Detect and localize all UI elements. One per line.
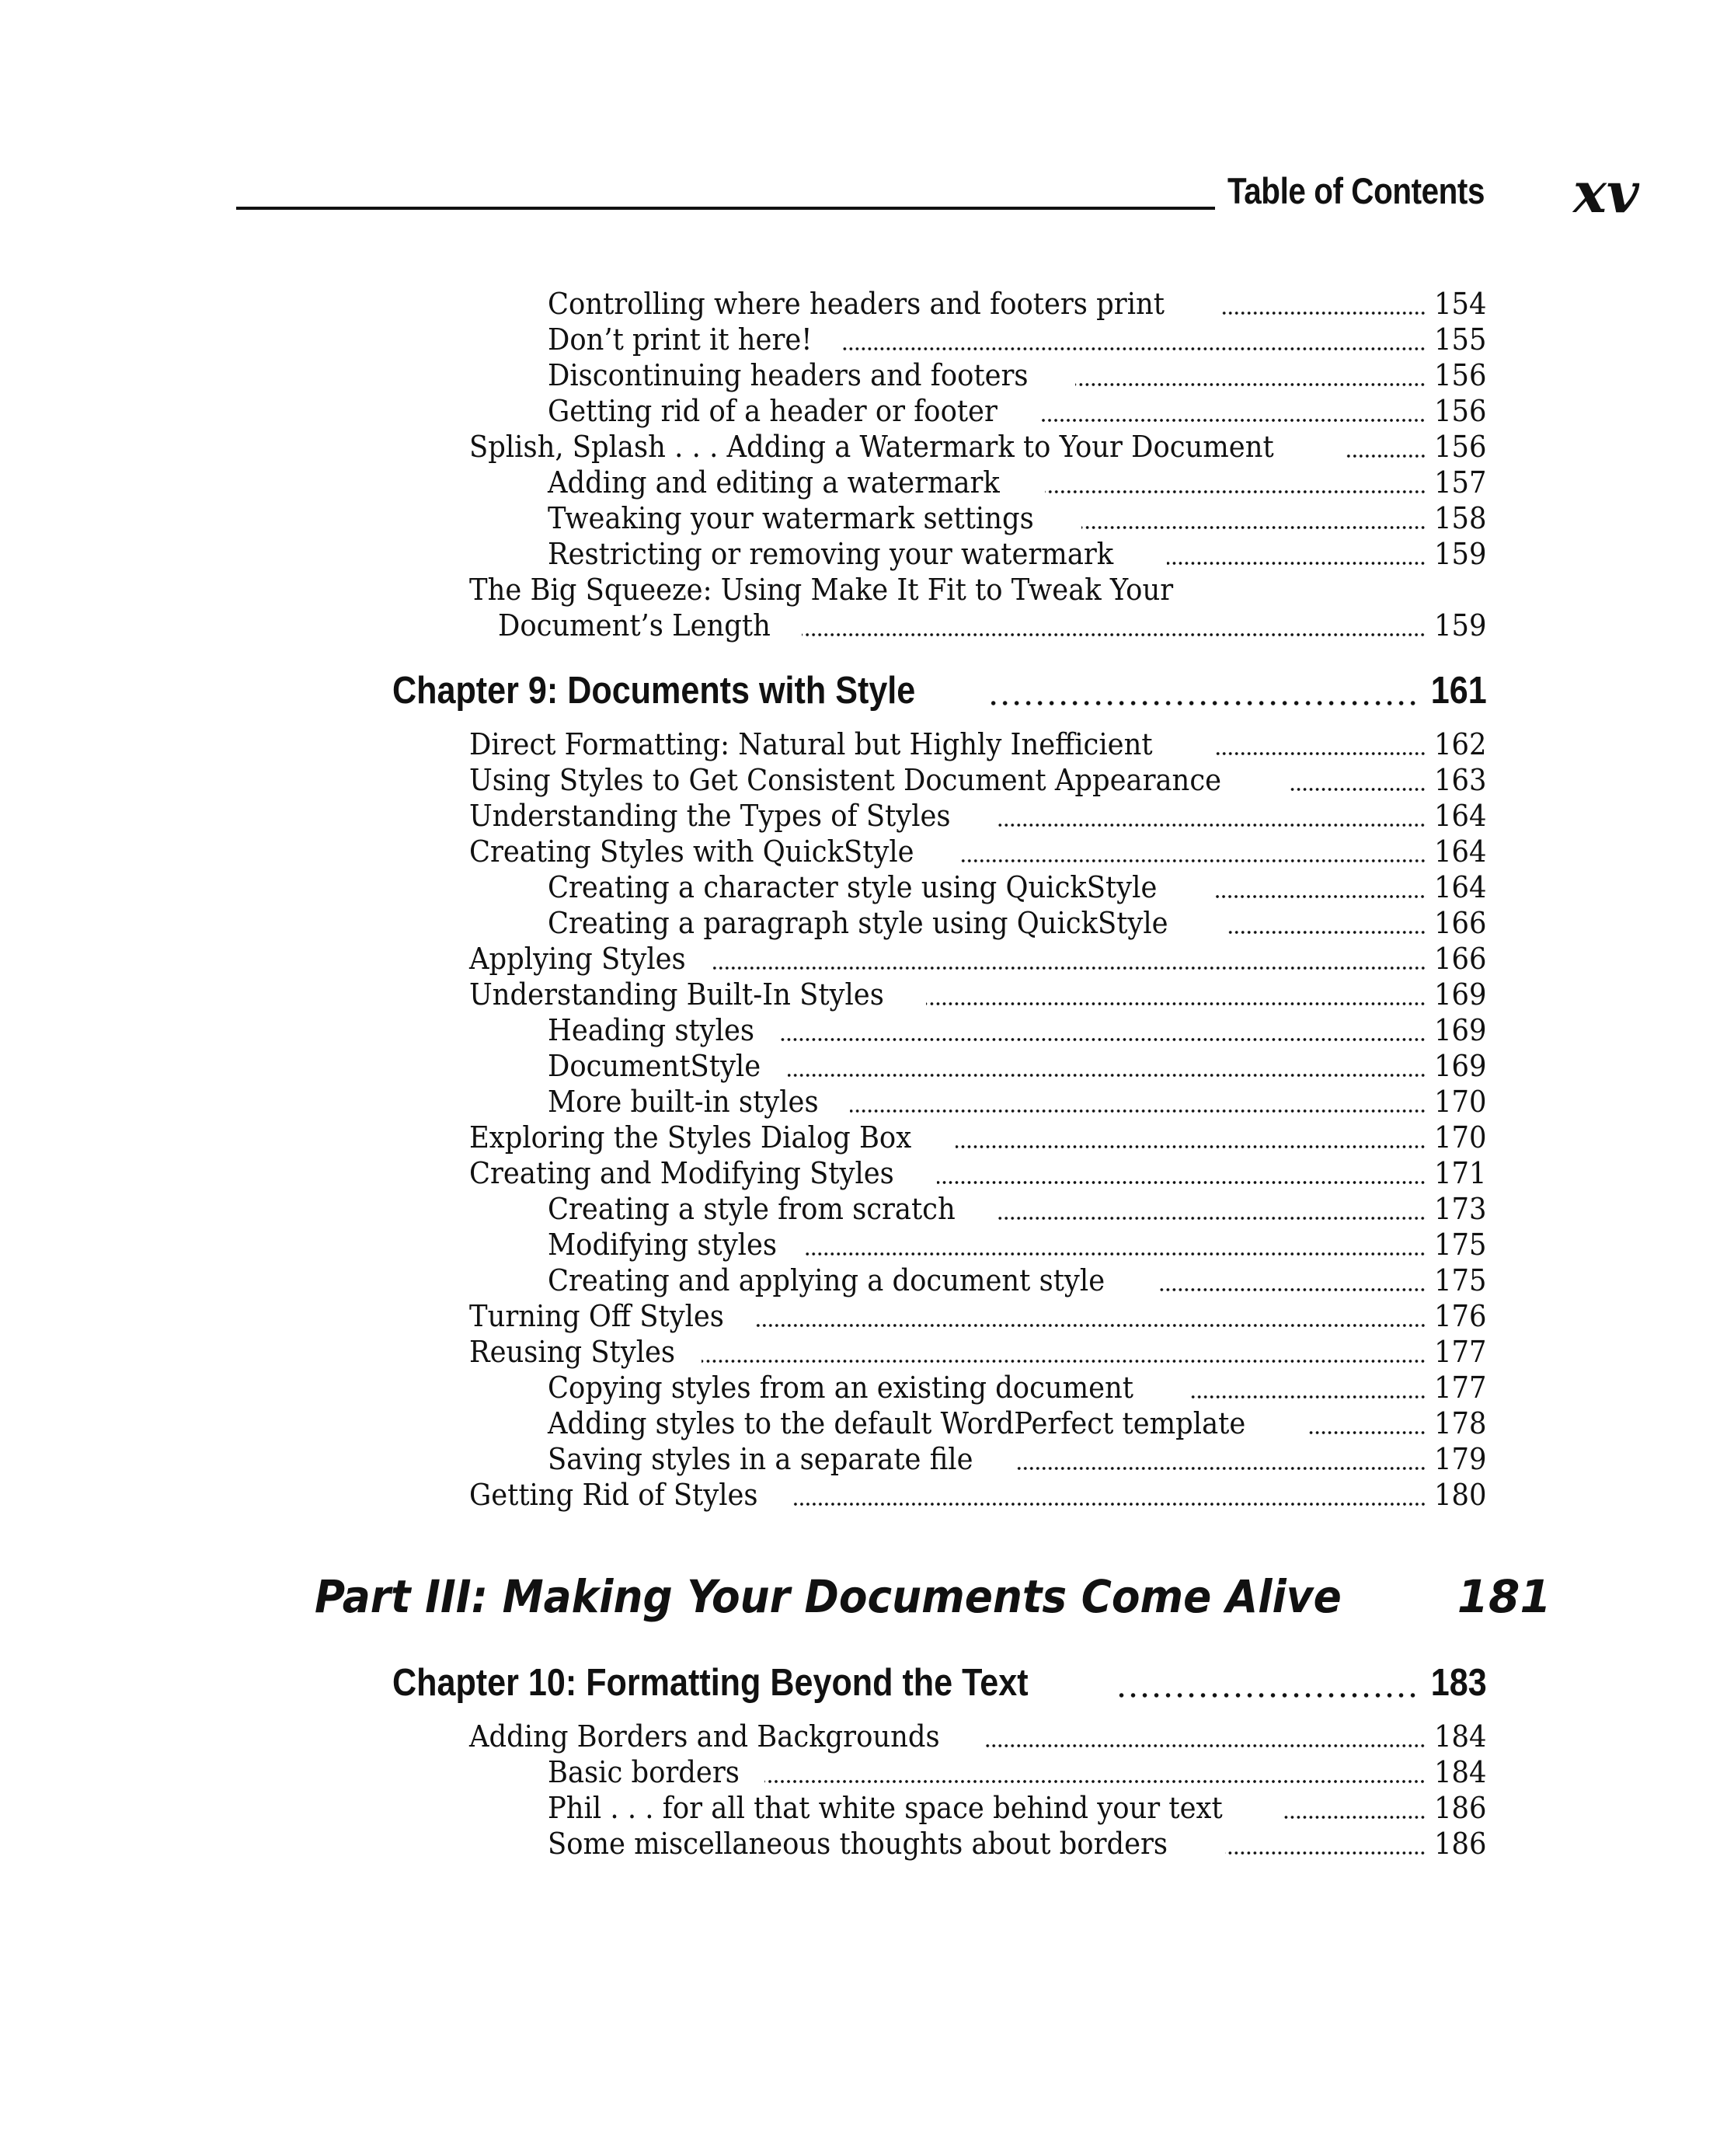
toc-entry: Modifying styles 175 xyxy=(548,1228,1487,1262)
toc-entry: Discontinuing headers and footers 156 xyxy=(548,358,1487,392)
toc-entry: Understanding Built-In Styles 169 xyxy=(469,977,1487,1012)
toc-entry: Controlling where headers and footers print 154 xyxy=(548,287,1487,321)
toc-entry: Creating and Modifying Styles 171 xyxy=(469,1156,1487,1190)
toc-entry: Saving styles in a separate file 179 xyxy=(548,1442,1487,1476)
toc-entry: Don’t print it here! 155 xyxy=(548,322,1487,357)
toc-entry: Adding styles to the default WordPerfect template 178 xyxy=(548,1406,1487,1440)
toc-entry: DocumentStyle 169 xyxy=(548,1049,1487,1083)
toc-entry: Adding Borders and Backgrounds 184 xyxy=(469,1719,1487,1754)
chapter-heading: Chapter 9: Documents with Style 161 xyxy=(392,670,1487,712)
toc-entry: Understanding the Types of Styles 164 xyxy=(469,799,1487,833)
running-header-title: Table of Contents xyxy=(1227,170,1485,211)
toc-entry: Turning Off Styles 176 xyxy=(469,1299,1487,1333)
toc-entry: Copying styles from an existing document 177 xyxy=(548,1371,1487,1405)
toc-entry: Creating Styles with QuickStyle 164 xyxy=(469,834,1487,869)
toc-entry: Creating a character style using QuickStyle 164 xyxy=(548,870,1487,904)
toc-entry: Applying Styles 166 xyxy=(469,942,1487,976)
toc-entry: Phil . . . for all that white space behind your text 186 xyxy=(548,1791,1487,1825)
toc-entry: Document’s Length 159 xyxy=(498,608,1487,643)
part-heading: Part III: Making Your Documents Come Alive 181 xyxy=(315,1570,1551,1623)
toc-entry-continued: The Big Squeeze: Using Make It Fit to Tweak Your xyxy=(469,573,1174,607)
toc-entry: Creating a style from scratch 173 xyxy=(548,1192,1487,1226)
toc-entry: Using Styles to Get Consistent Document Appearance 163 xyxy=(469,763,1487,797)
chapter-heading: Chapter 10: Formatting Beyond the Text 183 xyxy=(392,1662,1487,1704)
page-number: xv xyxy=(1573,159,1639,225)
toc-entry: Restricting or removing your watermark 159 xyxy=(548,537,1487,571)
toc-entry: Exploring the Styles Dialog Box 170 xyxy=(469,1120,1487,1155)
toc-entry: Reusing Styles 177 xyxy=(469,1335,1487,1369)
toc-entry: More built-in styles 170 xyxy=(548,1085,1487,1119)
toc-entry: Basic borders 184 xyxy=(548,1755,1487,1789)
header-rule xyxy=(236,207,1215,210)
toc-entry: Getting Rid of Styles 180 xyxy=(469,1478,1487,1512)
toc-entry: Adding and editing a watermark 157 xyxy=(548,465,1487,500)
toc-entry: Creating a paragraph style using QuickStyle 166 xyxy=(548,906,1487,940)
toc-entry: Tweaking your watermark settings 158 xyxy=(548,501,1487,535)
toc-entry: Heading styles 169 xyxy=(548,1013,1487,1047)
toc-entry: Getting rid of a header or footer 156 xyxy=(548,394,1487,428)
toc-entry: Some miscellaneous thoughts about borders 186 xyxy=(548,1827,1487,1861)
toc-entry: Creating and applying a document style 175 xyxy=(548,1263,1487,1297)
toc-entry: Direct Formatting: Natural but Highly Inefficient 162 xyxy=(469,727,1487,761)
toc-entry: Splish, Splash . . . Adding a Watermark to Your Document 156 xyxy=(469,430,1487,464)
